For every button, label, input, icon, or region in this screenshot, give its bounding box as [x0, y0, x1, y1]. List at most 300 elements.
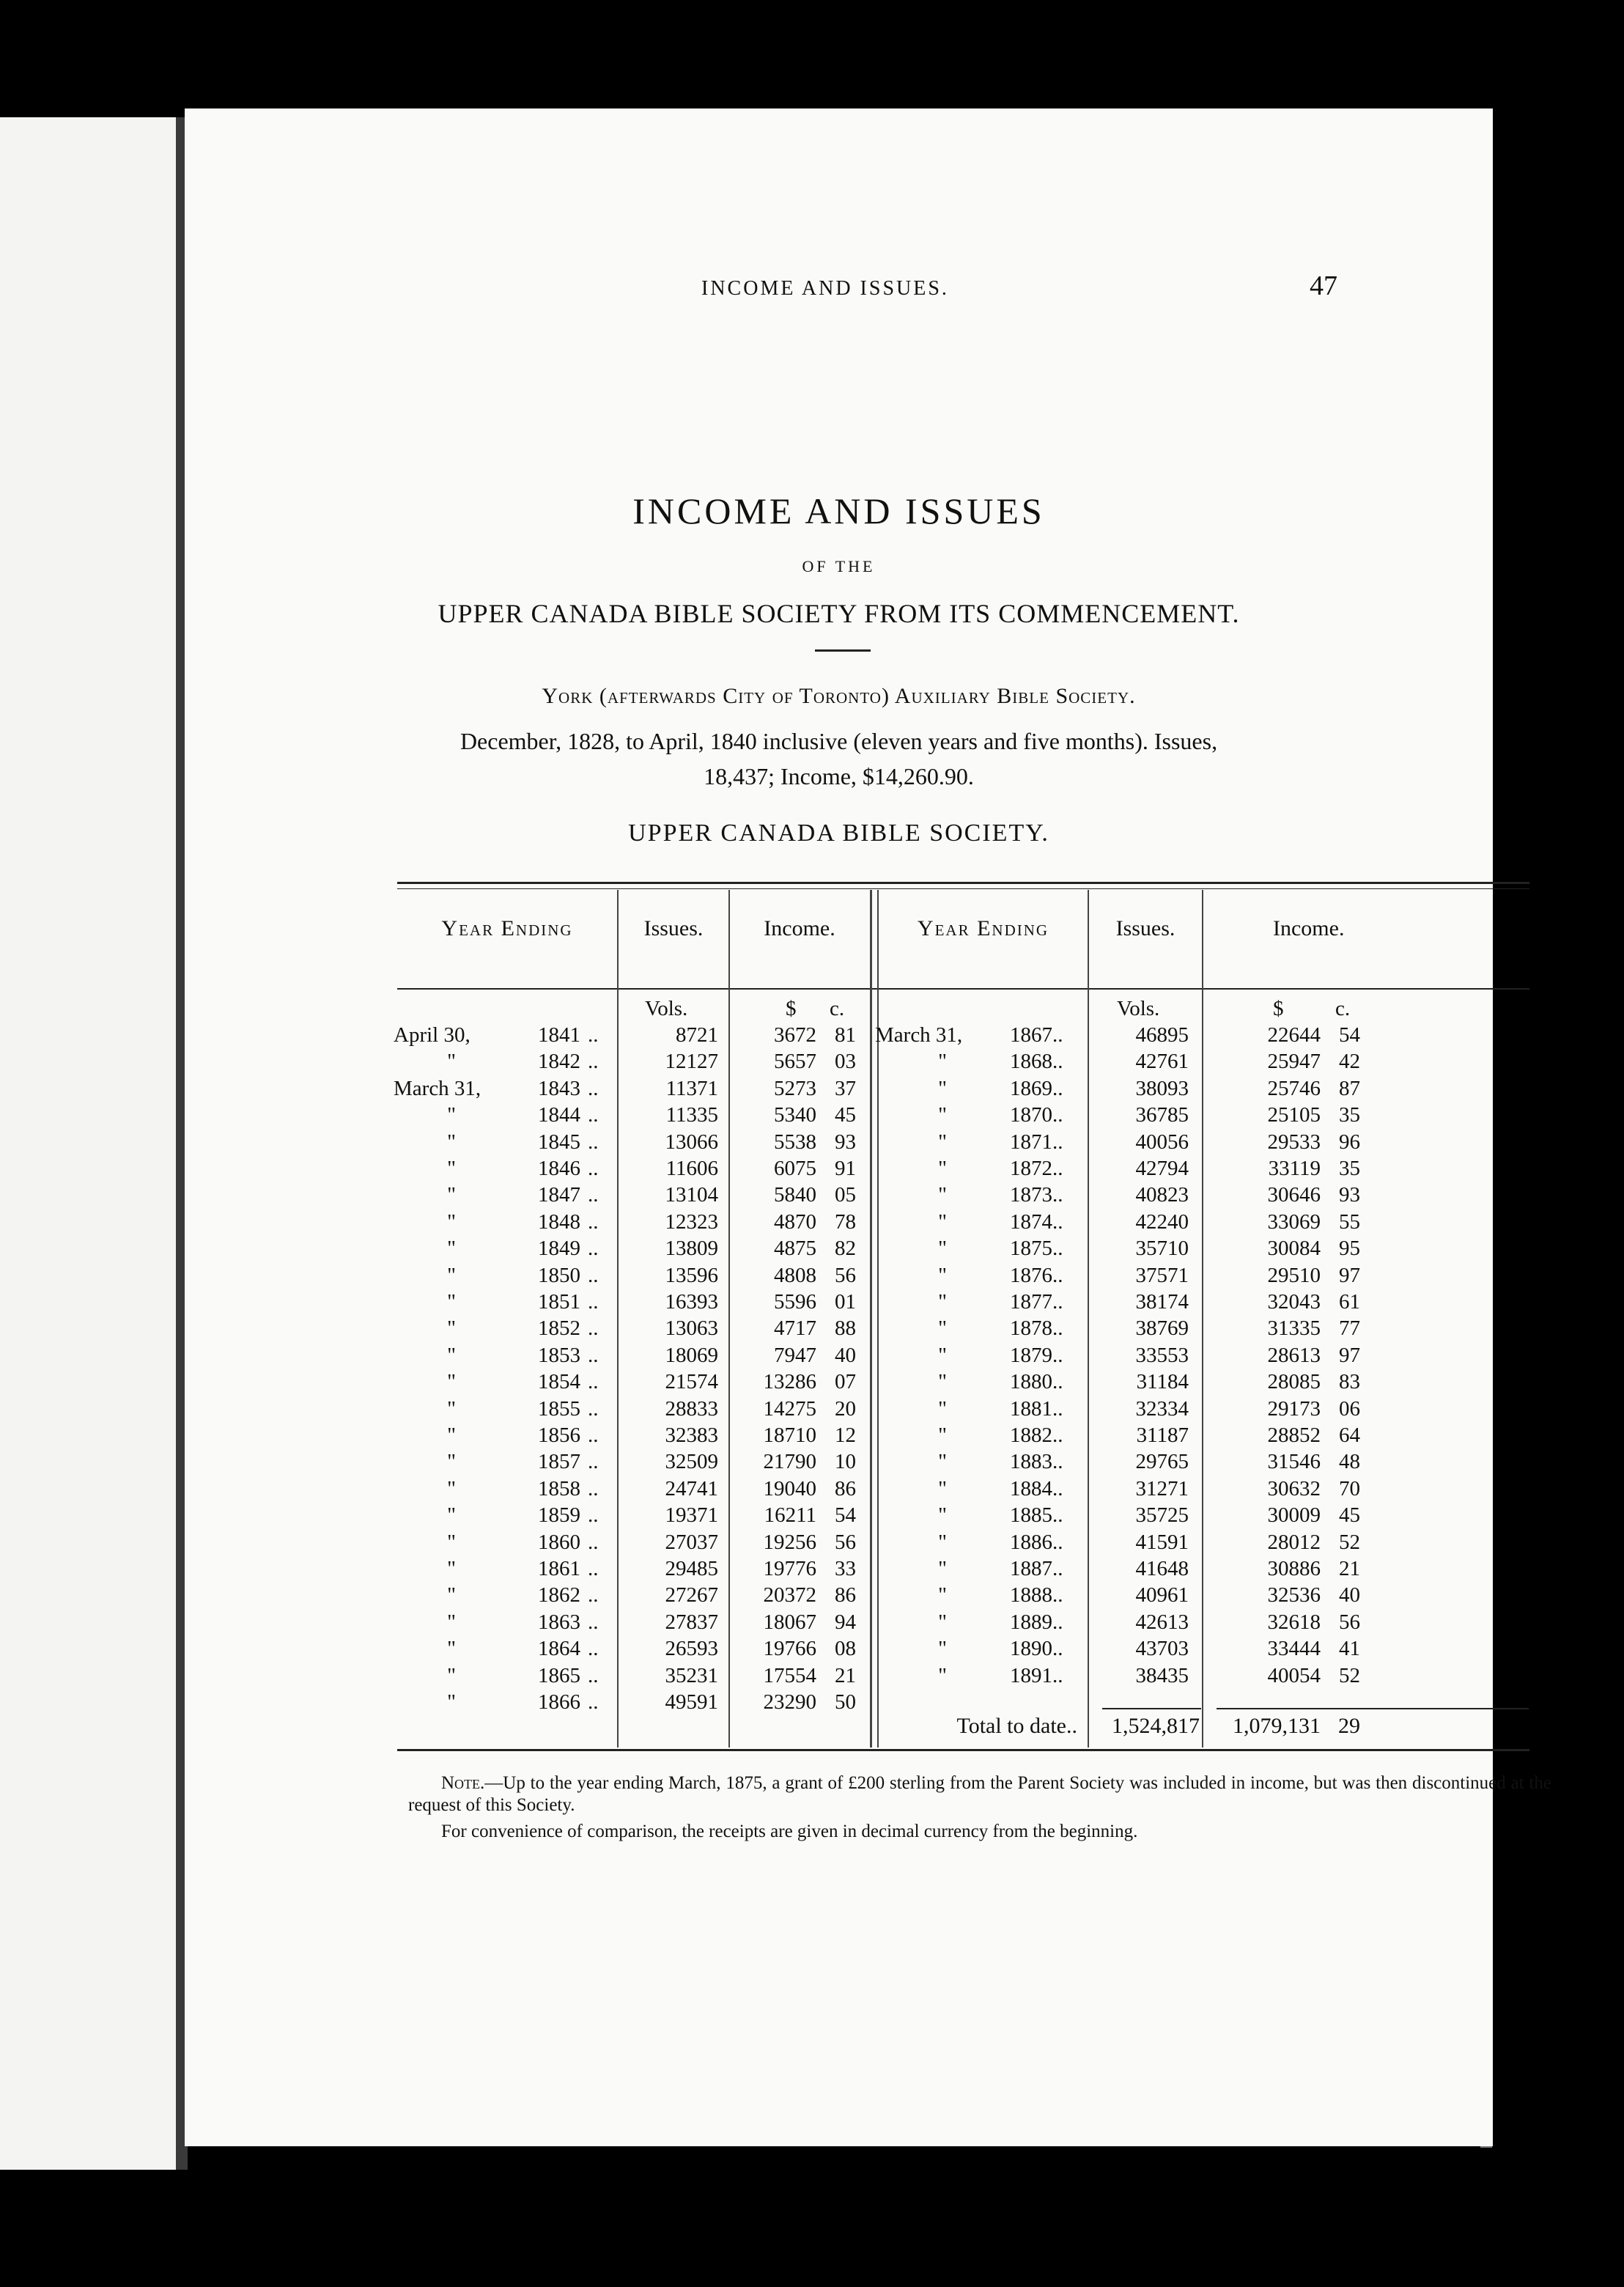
- row-income-cents: 70: [1339, 1476, 1360, 1500]
- row-year: 1890: [1010, 1637, 1052, 1661]
- row-income-dollars: 13286: [763, 1370, 816, 1394]
- row-dots: ..: [1052, 1637, 1063, 1661]
- date-range-line-2: 18,437; Income, $14,260.90.: [704, 763, 974, 789]
- title-rule: [815, 649, 871, 652]
- row-issues: 40823: [1135, 1183, 1189, 1207]
- row-dots: ..: [1052, 1130, 1063, 1154]
- row-issues: 13596: [665, 1263, 718, 1287]
- row-income-cents: 93: [835, 1130, 856, 1154]
- row-income-dollars: 21790: [763, 1450, 816, 1474]
- row-income-dollars: 28085: [1267, 1370, 1321, 1394]
- row-dots: ..: [1052, 1209, 1063, 1234]
- row-issues: 21574: [665, 1370, 718, 1394]
- row-issues: 13066: [665, 1130, 718, 1154]
- row-issues: 42761: [1135, 1050, 1189, 1074]
- row-date: ": [447, 1637, 456, 1661]
- row-income-dollars: 5538: [774, 1130, 816, 1154]
- row-issues: 29765: [1135, 1450, 1189, 1474]
- row-income-cents: 21: [835, 1663, 856, 1687]
- row-date: ": [938, 1076, 947, 1100]
- row-income-dollars: 29510: [1267, 1263, 1321, 1287]
- row-issues: 37571: [1135, 1263, 1189, 1287]
- row-income-dollars: 25746: [1267, 1076, 1321, 1100]
- row-income-dollars: 25947: [1267, 1050, 1321, 1074]
- row-issues: 12127: [665, 1050, 718, 1074]
- note-1-text: —Up to the year ending March, 1875, a grant of £200 sterling from the Parent Society was included in income, but was then discontinued at the request of this Society.: [408, 1773, 1551, 1815]
- book-page: [185, 108, 1551, 2146]
- row-income-cents: 05: [835, 1183, 856, 1207]
- row-income-dollars: 29533: [1267, 1130, 1321, 1154]
- row-income-cents: 55: [1339, 1209, 1360, 1234]
- row-issues: 42794: [1135, 1157, 1189, 1180]
- row-issues: 18069: [665, 1343, 718, 1367]
- row-income-cents: 86: [835, 1476, 856, 1500]
- row-dots: ..: [588, 1103, 599, 1127]
- row-dots: ..: [1052, 1424, 1063, 1447]
- row-income-cents: 48: [1339, 1450, 1360, 1474]
- row-income-dollars: 19256: [763, 1530, 816, 1554]
- row-income-dollars: 4875: [774, 1237, 816, 1261]
- section-title: UPPER CANADA BIBLE SOCIETY.: [628, 820, 1049, 847]
- total-rule-income: [1217, 1708, 1529, 1709]
- row-income-dollars: 5596: [774, 1290, 816, 1314]
- row-income-cents: 37: [835, 1076, 856, 1100]
- row-dots: ..: [588, 1290, 599, 1314]
- row-year: 1881: [1010, 1396, 1052, 1421]
- row-income-dollars: 5340: [774, 1103, 816, 1127]
- table-top-rule-thin: [397, 888, 1529, 889]
- row-date: ": [447, 1450, 456, 1474]
- row-dots: ..: [588, 1476, 599, 1500]
- row-dots: ..: [1052, 1076, 1063, 1100]
- header-year-ending-right: Year Ending: [917, 916, 1049, 940]
- row-date: ": [938, 1290, 947, 1314]
- row-income-dollars: 14275: [763, 1396, 816, 1421]
- row-income-dollars: 18710: [763, 1424, 816, 1447]
- row-dots: ..: [588, 1209, 599, 1234]
- row-income-cents: 41: [1339, 1637, 1360, 1661]
- row-date: ": [938, 1050, 947, 1074]
- row-issues: 43703: [1135, 1637, 1189, 1661]
- row-income-cents: 42: [1339, 1050, 1360, 1074]
- row-year: 1859: [538, 1503, 580, 1528]
- row-income-dollars: 18067: [763, 1610, 816, 1634]
- units-dollar-right: $: [1273, 997, 1284, 1020]
- row-date: ": [938, 1663, 947, 1687]
- col-divider-1: [617, 890, 619, 1748]
- row-dots: ..: [1052, 1530, 1063, 1554]
- row-year: 1858: [538, 1476, 580, 1500]
- row-issues: 35231: [665, 1663, 718, 1687]
- row-issues: 35725: [1135, 1503, 1189, 1528]
- row-income-dollars: 19776: [763, 1557, 816, 1580]
- row-income-cents: 86: [835, 1583, 856, 1607]
- york-society-line: York (afterwards City of Toronto) Auxiliary Bible Society.: [542, 684, 1136, 708]
- date-range-line: December, 1828, to April, 1840 inclusive (eleven years and five months). Issues,: [459, 728, 1218, 754]
- row-dots: ..: [1052, 1663, 1063, 1687]
- row-year: 1889: [1010, 1610, 1052, 1634]
- units-cents-right: c.: [1335, 997, 1351, 1020]
- row-issues: 13063: [665, 1316, 718, 1341]
- row-issues: 12323: [665, 1209, 718, 1234]
- row-income-dollars: 19040: [763, 1476, 816, 1500]
- row-year: 1882: [1010, 1424, 1052, 1447]
- row-dots: ..: [588, 1130, 599, 1154]
- row-income-cents: 40: [1339, 1583, 1360, 1607]
- row-dots: ..: [588, 1183, 599, 1207]
- row-issues: 24741: [665, 1476, 718, 1500]
- row-date: ": [447, 1663, 456, 1687]
- page-number: 47: [1310, 270, 1337, 301]
- row-dots: ..: [1052, 1503, 1063, 1528]
- row-date: ": [938, 1424, 947, 1447]
- page-title: INCOME AND ISSUES: [632, 490, 1045, 531]
- row-income-dollars: 28012: [1267, 1530, 1321, 1554]
- row-year: 1879: [1010, 1343, 1052, 1367]
- row-issues: 32509: [665, 1450, 718, 1474]
- row-issues: 26593: [665, 1637, 718, 1661]
- row-income-cents: 52: [1339, 1530, 1360, 1554]
- row-issues: 31187: [1136, 1424, 1189, 1447]
- units-vols-left: Vols.: [645, 997, 688, 1020]
- row-year: 1857: [538, 1450, 580, 1474]
- row-year: 1846: [538, 1157, 580, 1180]
- row-income-cents: 91: [835, 1157, 856, 1180]
- row-date: ": [938, 1157, 947, 1180]
- row-income-dollars: 19766: [763, 1637, 816, 1661]
- row-date: ": [447, 1263, 456, 1287]
- table-top-rule: [397, 882, 1529, 884]
- row-dots: ..: [1052, 1316, 1063, 1341]
- row-issues: 11335: [665, 1103, 718, 1127]
- row-dots: ..: [588, 1370, 599, 1394]
- row-income-cents: 10: [835, 1450, 856, 1474]
- row-dots: ..: [1052, 1343, 1063, 1367]
- row-date: ": [938, 1476, 947, 1500]
- row-year: 1867: [1010, 1023, 1052, 1047]
- row-income-cents: 83: [1339, 1370, 1360, 1394]
- row-income-dollars: 3672: [774, 1023, 816, 1047]
- row-issues: 40961: [1135, 1583, 1189, 1607]
- row-dots: ..: [1052, 1023, 1063, 1047]
- row-dots: ..: [1052, 1396, 1063, 1421]
- row-year: 1865: [538, 1663, 580, 1687]
- row-date: ": [447, 1103, 456, 1127]
- row-year: 1860: [538, 1530, 580, 1554]
- row-date: ": [447, 1183, 456, 1207]
- row-date: ": [447, 1370, 456, 1394]
- row-dots: ..: [1052, 1263, 1063, 1287]
- row-issues: 46895: [1135, 1023, 1189, 1047]
- row-income-dollars: 4808: [774, 1263, 816, 1287]
- row-income-dollars: 32043: [1267, 1290, 1321, 1314]
- row-issues: 42613: [1135, 1610, 1189, 1634]
- row-date: ": [938, 1237, 947, 1261]
- units-vols-right: Vols.: [1117, 997, 1160, 1020]
- row-issues: 38093: [1135, 1076, 1189, 1100]
- row-date: ": [938, 1316, 947, 1341]
- row-issues: 13809: [665, 1237, 718, 1261]
- row-income-dollars: 33444: [1267, 1637, 1321, 1661]
- row-income-cents: 64: [1339, 1424, 1360, 1447]
- row-dots: ..: [1052, 1157, 1063, 1180]
- row-date: ": [938, 1503, 947, 1528]
- row-date: ": [447, 1583, 456, 1607]
- row-date: ": [938, 1130, 947, 1154]
- row-date: ": [938, 1396, 947, 1421]
- row-year: 1854: [538, 1370, 580, 1394]
- row-date: ": [447, 1396, 456, 1421]
- row-date: ": [447, 1610, 456, 1634]
- row-dots: ..: [1052, 1370, 1063, 1394]
- row-year: 1862: [538, 1583, 580, 1607]
- row-issues: 36785: [1135, 1103, 1189, 1127]
- row-date: April 30,: [394, 1023, 470, 1047]
- row-income-dollars: 33069: [1267, 1209, 1321, 1234]
- row-income-dollars: 28613: [1267, 1343, 1321, 1367]
- row-year: 1848: [538, 1209, 580, 1234]
- row-income-cents: 56: [835, 1263, 856, 1287]
- row-dots: ..: [1052, 1450, 1063, 1474]
- row-dots: ..: [588, 1557, 599, 1580]
- row-income-cents: 56: [835, 1530, 856, 1554]
- row-income-cents: 97: [1339, 1343, 1360, 1367]
- row-dots: ..: [1052, 1476, 1063, 1500]
- row-income-cents: 82: [835, 1237, 856, 1261]
- row-dots: ..: [1052, 1610, 1063, 1634]
- row-issues: 31184: [1136, 1370, 1189, 1394]
- row-date: ": [447, 1130, 456, 1154]
- row-income-dollars: 5840: [774, 1183, 816, 1207]
- row-income-cents: 97: [1339, 1263, 1360, 1287]
- row-income-dollars: 28852: [1267, 1424, 1321, 1447]
- row-year: 1842: [538, 1050, 580, 1074]
- row-income-cents: 21: [1339, 1557, 1360, 1580]
- row-year: 1843: [538, 1076, 580, 1100]
- row-income-cents: 20: [835, 1396, 856, 1421]
- row-issues: 28833: [665, 1396, 718, 1421]
- row-date: ": [447, 1290, 456, 1314]
- row-income-dollars: 5273: [774, 1076, 816, 1100]
- row-dots: ..: [588, 1157, 599, 1180]
- row-date: ": [938, 1450, 947, 1474]
- row-date: ": [447, 1557, 456, 1580]
- row-dots: ..: [1052, 1290, 1063, 1314]
- row-income-cents: 95: [1339, 1237, 1360, 1261]
- row-year: 1851: [538, 1290, 580, 1314]
- row-income-dollars: 25105: [1267, 1103, 1321, 1127]
- row-issues: 38769: [1135, 1316, 1189, 1341]
- row-year: 1861: [538, 1557, 580, 1580]
- row-date: ": [447, 1209, 456, 1234]
- row-year: 1872: [1010, 1157, 1052, 1180]
- row-issues: 29485: [665, 1557, 718, 1580]
- left-page-edge: [0, 117, 187, 2170]
- row-income-cents: 94: [835, 1610, 856, 1634]
- row-year: 1871: [1010, 1130, 1052, 1154]
- total-income: 1,079,131: [1233, 1714, 1321, 1738]
- row-issues: 13104: [665, 1183, 718, 1207]
- row-issues: 49591: [665, 1690, 718, 1714]
- row-dots: ..: [588, 1023, 599, 1047]
- row-income-cents: 52: [1339, 1663, 1360, 1687]
- row-dots: ..: [1052, 1237, 1063, 1261]
- row-year: 1850: [538, 1263, 580, 1287]
- row-date: ": [938, 1343, 947, 1367]
- table-header-rule: [397, 988, 1529, 990]
- header-issues-right: Issues.: [1115, 916, 1175, 940]
- units-dollar-left: $: [786, 997, 797, 1020]
- units-cents-left: c.: [830, 997, 845, 1020]
- row-issues: 11606: [665, 1157, 718, 1180]
- row-issues: 31271: [1135, 1476, 1189, 1500]
- row-income-cents: 93: [1339, 1183, 1360, 1207]
- title-subtitle: UPPER CANADA BIBLE SOCIETY FROM ITS COMMENCEMENT.: [438, 599, 1240, 628]
- row-issues: 27037: [665, 1530, 718, 1554]
- col-divider-2: [728, 890, 730, 1748]
- row-year: 1883: [1010, 1450, 1052, 1474]
- row-income-cents: 33: [835, 1557, 856, 1580]
- row-income-dollars: 4717: [774, 1316, 816, 1341]
- row-date: ": [938, 1183, 947, 1207]
- header-year-ending-left: Year Ending: [441, 916, 573, 940]
- row-income-dollars: 7947: [774, 1343, 816, 1367]
- row-dots: ..: [588, 1530, 599, 1554]
- row-issues: 8721: [676, 1023, 718, 1047]
- row-income-dollars: 30084: [1267, 1237, 1321, 1261]
- row-income-dollars: 16211: [764, 1503, 816, 1528]
- row-year: 1885: [1010, 1503, 1052, 1528]
- row-dots: ..: [588, 1637, 599, 1661]
- row-income-cents: 56: [1339, 1610, 1360, 1634]
- row-date: ": [938, 1209, 947, 1234]
- row-income-cents: 35: [1339, 1103, 1360, 1127]
- title-of: OF THE: [802, 557, 876, 575]
- row-income-cents: 45: [835, 1103, 856, 1127]
- row-year: 1888: [1010, 1583, 1052, 1607]
- note-label: Note.: [441, 1773, 485, 1793]
- row-dots: ..: [588, 1316, 599, 1341]
- row-issues: 41648: [1135, 1557, 1189, 1580]
- header-income-right: Income.: [1273, 916, 1345, 940]
- row-income-dollars: 30009: [1267, 1503, 1321, 1528]
- row-income-cents: 08: [835, 1637, 856, 1661]
- row-issues: 27837: [665, 1610, 718, 1634]
- row-year: 1841: [538, 1023, 580, 1047]
- row-year: 1855: [538, 1396, 580, 1421]
- row-income-cents: 88: [835, 1316, 856, 1341]
- col-divider-4: [877, 890, 879, 1748]
- row-year: 1887: [1010, 1557, 1052, 1580]
- row-year: 1856: [538, 1424, 580, 1447]
- row-year: 1864: [538, 1637, 580, 1661]
- row-date: March 31,: [875, 1023, 963, 1047]
- note-paragraph-1: [408, 1772, 1551, 1816]
- header-issues-left: Issues.: [643, 916, 704, 940]
- row-issues: 33553: [1135, 1343, 1189, 1367]
- row-date: ": [938, 1557, 947, 1580]
- row-issues: 38435: [1135, 1663, 1189, 1687]
- row-issues: 11371: [665, 1076, 718, 1100]
- row-issues: 16393: [665, 1290, 718, 1314]
- row-dots: ..: [588, 1050, 599, 1074]
- row-income-dollars: 29173: [1267, 1396, 1321, 1421]
- row-income-dollars: 23290: [763, 1690, 816, 1714]
- row-date: ": [938, 1610, 947, 1634]
- row-year: 1870: [1010, 1103, 1052, 1127]
- row-year: 1874: [1010, 1209, 1052, 1234]
- row-income-cents: 45: [1339, 1503, 1360, 1528]
- row-income-dollars: 31546: [1267, 1450, 1321, 1474]
- row-income-dollars: 17554: [763, 1663, 816, 1687]
- row-dots: ..: [588, 1076, 599, 1100]
- row-dots: ..: [588, 1396, 599, 1421]
- row-income-cents: 77: [1339, 1316, 1360, 1341]
- row-income-dollars: 22644: [1267, 1023, 1321, 1047]
- row-year: 1845: [538, 1130, 580, 1154]
- row-year: 1852: [538, 1316, 580, 1341]
- row-income-cents: 07: [835, 1370, 856, 1394]
- row-income-cents: 12: [835, 1424, 856, 1447]
- row-issues: 27267: [665, 1583, 718, 1607]
- row-year: 1868: [1010, 1050, 1052, 1074]
- row-date: ": [938, 1370, 947, 1394]
- row-income-dollars: 32536: [1267, 1583, 1321, 1607]
- row-issues: 40056: [1135, 1130, 1189, 1154]
- row-year: 1880: [1010, 1370, 1052, 1394]
- row-dots: ..: [1052, 1557, 1063, 1580]
- row-date: ": [447, 1530, 456, 1554]
- row-date: ": [447, 1476, 456, 1500]
- row-year: 1875: [1010, 1237, 1052, 1261]
- row-dots: ..: [1052, 1050, 1063, 1074]
- total-label: Total to date..: [956, 1714, 1077, 1738]
- row-income-dollars: 6075: [774, 1157, 816, 1180]
- row-income-cents: 96: [1339, 1130, 1360, 1154]
- row-dots: ..: [588, 1583, 599, 1607]
- row-income-cents: 81: [835, 1023, 856, 1047]
- row-income-dollars: 40054: [1267, 1663, 1321, 1687]
- row-year: 1878: [1010, 1316, 1052, 1341]
- row-dots: ..: [588, 1610, 599, 1634]
- row-dots: ..: [588, 1663, 599, 1687]
- row-dots: ..: [588, 1237, 599, 1261]
- row-income-dollars: 32618: [1267, 1610, 1321, 1634]
- row-income-cents: 54: [1339, 1023, 1360, 1047]
- header-income-left: Income.: [764, 916, 835, 940]
- row-year: 1844: [538, 1103, 580, 1127]
- row-income-dollars: 20372: [763, 1583, 816, 1607]
- row-income-cents: 54: [835, 1503, 856, 1528]
- row-issues: 32334: [1135, 1396, 1189, 1421]
- row-year: 1884: [1010, 1476, 1052, 1500]
- row-dots: ..: [588, 1343, 599, 1367]
- table-bottom-rule: [397, 1749, 1529, 1751]
- row-issues: 32383: [665, 1424, 718, 1447]
- row-year: 1863: [538, 1610, 580, 1634]
- row-date: ": [447, 1237, 456, 1261]
- row-year: 1853: [538, 1343, 580, 1367]
- row-date: ": [938, 1637, 947, 1661]
- row-date: March 31,: [394, 1076, 481, 1100]
- row-year: 1886: [1010, 1530, 1052, 1554]
- row-year: 1869: [1010, 1076, 1052, 1100]
- row-dots: ..: [588, 1690, 599, 1714]
- total-rule-issues: [1102, 1708, 1201, 1709]
- row-year: 1876: [1010, 1263, 1052, 1287]
- row-year: 1873: [1010, 1183, 1052, 1207]
- row-date: ": [938, 1263, 947, 1287]
